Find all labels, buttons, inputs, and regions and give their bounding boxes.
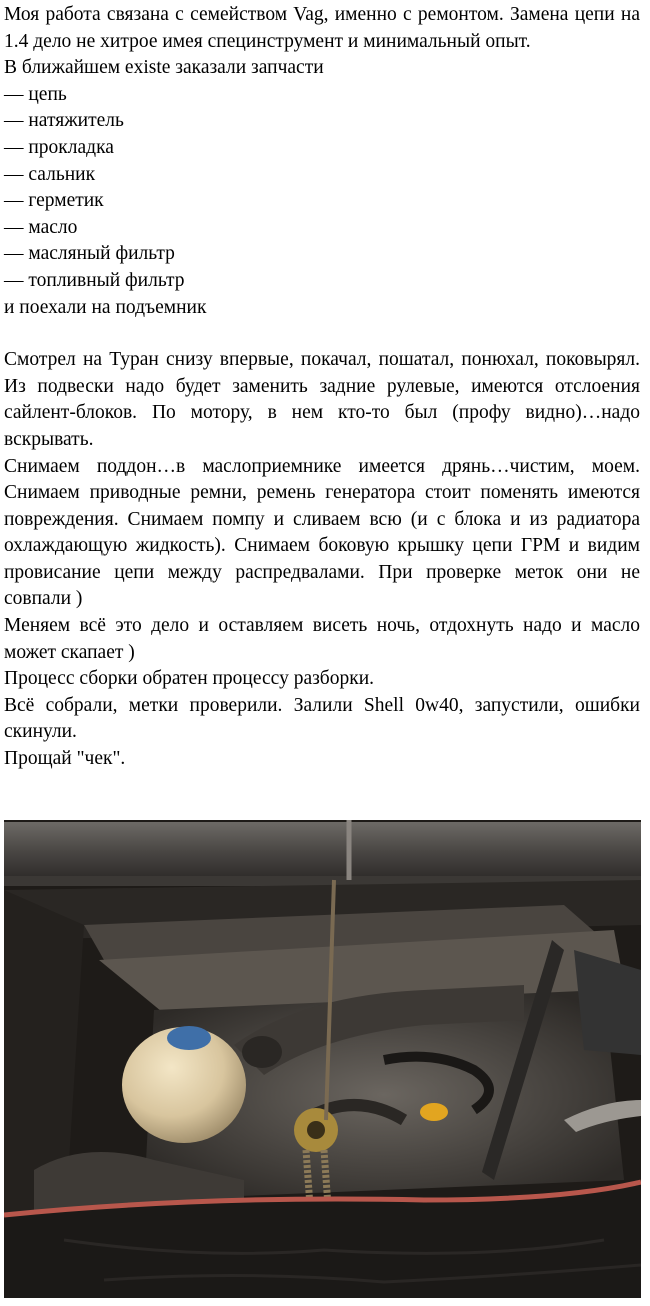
engine-bay-photo xyxy=(4,820,641,1298)
disassembly-paragraph: Снимаем поддон…в маслоприемнике имеется дрянь…чистим, моем. Снимаем приводные ремни, ремень генератора стоит поменять имеются повреждения. Снимаем помпу и сливаем всю (и с блока и из радиатора охлаждающую жидкость). Снимаем боковую крышку цепи ГРМ и видим провисание цепи между распредвалами. При проверке меток они не совпали ) xyxy=(4,455,640,610)
inspection-paragraph: Смотрел на Туран снизу впервые, покачал, пошатал, понюхал, поковырял. Из подвески надо будет заменить задние рулевые, имеются отслоения сайлент-блоков. По мотору, в нем кто-то был (профу видно)…надо вскрывать. xyxy=(4,349,640,450)
farewell-paragraph: Прощай "чек". xyxy=(4,748,126,770)
lift-crossbar xyxy=(4,822,641,880)
result-paragraph: Всё собрали, метки проверили. Залили Shell 0w40, запустили, ошибки скинули. xyxy=(4,694,640,743)
parts-list-item: — натяжитель xyxy=(4,110,124,132)
parts-list xyxy=(4,82,640,295)
intro-paragraph: Моя работа связана с семейством Vag, именно с ремонтом. Замена цепи на 1.4 дело не хитрое имея специнструмент и минимальный опыт. xyxy=(4,4,640,52)
parts-list-item: — масло xyxy=(4,216,78,238)
article-text xyxy=(4,2,640,773)
parts-list-item: — цепь xyxy=(4,83,67,105)
parts-list-item: — сальник xyxy=(4,163,96,185)
parts-list-item: — прокладка xyxy=(4,136,114,158)
assembly-paragraph: Процесс сборки обратен процессу разборки. xyxy=(4,668,375,690)
paragraph-spacer xyxy=(4,321,640,347)
replacement-paragraph: Меняем всё это дело и оставляем висеть ночь, отдохнуть надо и масло может скапает ) xyxy=(4,615,640,663)
lift-line: и поехали на подъемник xyxy=(4,296,207,318)
oil-cap xyxy=(420,1103,448,1121)
parts-list-item: — герметик xyxy=(4,190,104,212)
parts-list-item: — масляный фильтр xyxy=(4,243,175,265)
ordered-parts-line: В ближайшем existe заказали запчасти xyxy=(4,57,324,79)
parts-list-item: — топливный фильтр xyxy=(4,269,185,291)
